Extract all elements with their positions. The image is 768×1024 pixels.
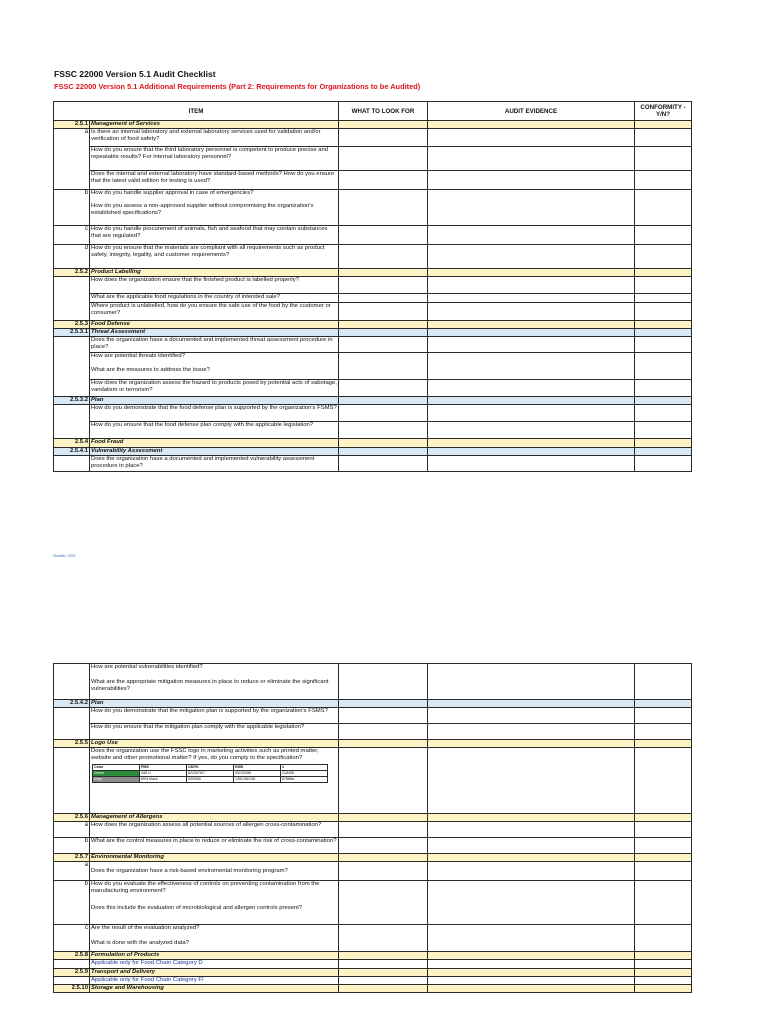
question-line: How are potential vulnerabilities identified? [91, 664, 203, 670]
evidence-cell[interactable] [428, 171, 635, 190]
cmyk-value: 82/25/76/7 [187, 771, 234, 777]
question-text: How does the organization assess the hazard to products posed by potential acts of sabotage, vandalism or terrorism? [90, 380, 339, 397]
section-row [54, 984, 692, 992]
evidence-cell[interactable] [428, 455, 635, 471]
look-for-cell[interactable] [339, 862, 428, 881]
question-text [90, 925, 339, 952]
header-audit-evidence: AUDIT EVIDENCE [428, 102, 635, 121]
table-row [54, 664, 692, 700]
document-subtitle: FSSC 22000 Version 5.1 Additional Requirements (Part 2: Requirements for Organizations to be Audited) [54, 82, 421, 91]
color-grey: Grey [93, 777, 140, 783]
table-row [54, 226, 692, 245]
table-row [54, 337, 692, 353]
subsection-number: 2.5.4.2 [54, 700, 90, 708]
table-row [54, 838, 692, 854]
conformity-cell[interactable] [635, 226, 692, 245]
question-text: What are the applicable food regulations in the country of intended sale? [90, 294, 339, 303]
question-text: Does the organization have a risk-based enviromental monitoring program? [90, 862, 339, 881]
look-for-cell[interactable] [339, 129, 428, 147]
color-green: Green [93, 771, 140, 777]
look-for-cell[interactable] [339, 881, 428, 925]
evidence-cell[interactable] [428, 294, 635, 303]
evidence-cell[interactable] [428, 405, 635, 422]
look-for-cell[interactable] [339, 277, 428, 294]
look-for-cell[interactable] [339, 822, 428, 838]
document-title: FSSC 22000 Version 5.1 Audit Checklist [54, 69, 216, 79]
section-number: 2.5.9 [54, 968, 90, 976]
subsection-title: Threat Assessment [90, 329, 339, 337]
header-conformity: CONFORMITY - Y/N? [635, 102, 692, 121]
evidence-cell[interactable] [428, 303, 635, 321]
look-for-cell[interactable] [339, 190, 428, 226]
section-title: Food Fraud [90, 439, 339, 447]
section-title: Transport and Delivery [90, 968, 339, 976]
rgb-header: RGB [234, 765, 281, 771]
table-row [54, 724, 692, 740]
look-for-cell[interactable] [339, 748, 428, 814]
look-for-cell[interactable] [339, 664, 428, 700]
evidence-cell[interactable] [428, 337, 635, 353]
subsection-title: Vulnerability Assessment [90, 447, 339, 455]
look-for-cell[interactable] [339, 171, 428, 190]
evidence-cell[interactable] [428, 664, 635, 700]
item-letter: c [54, 226, 90, 245]
table-row [54, 129, 692, 147]
conformity-cell[interactable] [635, 925, 692, 952]
conformity-cell[interactable] [635, 277, 692, 294]
look-for-cell[interactable] [339, 960, 428, 968]
conformity-cell[interactable] [635, 960, 692, 968]
look-for-cell[interactable] [339, 303, 428, 321]
cmyk-header: CMYK [187, 765, 234, 771]
evidence-cell[interactable] [428, 708, 635, 724]
look-for-cell[interactable] [339, 380, 428, 397]
table-row [54, 422, 692, 439]
question-text: Does the organization have a documented and implemented threat assessment procedure in place? [90, 337, 339, 353]
question-line: How do you evaluate the effectiveness of controls on preventing contamination from the manufacturing environment? [91, 881, 320, 895]
table-row [54, 708, 692, 724]
look-for-cell[interactable] [339, 708, 428, 724]
look-for-cell[interactable] [339, 353, 428, 380]
subsection-number: 2.5.3.1 [54, 329, 90, 337]
hex-value: 218455 [281, 771, 328, 777]
evidence-cell[interactable] [428, 277, 635, 294]
conformity-cell[interactable] [635, 337, 692, 353]
evidence-cell[interactable] [428, 380, 635, 397]
question-text: How do you ensure that the mitigation plan comply with the applicable legislation? [90, 724, 339, 740]
evidence-cell[interactable] [428, 881, 635, 925]
section-number: 2.5.5 [54, 740, 90, 748]
subsection-number: 2.5.4.1 [54, 447, 90, 455]
question-text: Does the organization have a documented and implemented vulnerability assessment procedure in place? [90, 455, 339, 471]
evidence-cell[interactable] [428, 226, 635, 245]
evidence-cell[interactable] [428, 822, 635, 838]
item-letter: b [54, 190, 90, 226]
table-row [54, 190, 692, 226]
section-row [54, 321, 692, 329]
item-letter: a [54, 862, 90, 881]
look-for-cell[interactable] [339, 724, 428, 740]
subsection-row [54, 700, 692, 708]
checklist-table-page-2 [53, 663, 692, 993]
section-number: 2.5.6 [54, 814, 90, 822]
hex-header: # [281, 765, 328, 771]
look-for-cell[interactable] [339, 147, 428, 171]
look-for-cell[interactable] [339, 976, 428, 984]
question-line: What are the measures to address the issue? [91, 367, 210, 374]
table-row [54, 862, 692, 881]
table-row [54, 748, 692, 814]
item-letter: a [54, 822, 90, 838]
question-line: How do you assess a non-approved supplier without compromising the organization's established specifications? [91, 203, 314, 217]
section-title: Food Defense [90, 321, 339, 329]
section-title: Environmental Monitoring [90, 854, 339, 862]
subsection-number: 2.5.3.2 [54, 397, 90, 405]
evidence-cell[interactable] [428, 976, 635, 984]
evidence-cell[interactable] [428, 422, 635, 439]
question-line: What is done with the analyzed data? [91, 940, 189, 947]
subsection-row [54, 329, 692, 337]
conformity-cell[interactable] [635, 881, 692, 925]
conformity-cell[interactable] [635, 129, 692, 147]
section-row [54, 439, 692, 447]
header-what-to-look-for: WHAT TO LOOK FOR [339, 102, 428, 121]
question-text: How do you ensure that the third laboratory personnel is competent to produce precise and repeatable results? For internal laboratory personnel? [90, 147, 339, 171]
conformity-cell[interactable] [635, 405, 692, 422]
look-for-cell[interactable] [339, 405, 428, 422]
look-for-cell[interactable] [339, 226, 428, 245]
pms-value: 348 U [140, 771, 187, 777]
section-title: Product Labelling [90, 269, 339, 277]
pms-value: 60% black [140, 777, 187, 783]
evidence-cell[interactable] [428, 129, 635, 147]
conformity-cell[interactable] [635, 147, 692, 171]
evidence-cell[interactable] [428, 862, 635, 881]
header-item: ITEM [54, 102, 339, 121]
evidence-cell[interactable] [428, 925, 635, 952]
table-row [54, 455, 692, 471]
question-line: Does the organization use the FSSC logo in marketing activities such as printed matter, website and other promotional matter? If yes, do you comply to the specification? [91, 748, 319, 762]
item-letter: d [54, 245, 90, 269]
section-number: 2.5.10 [54, 984, 90, 992]
look-for-cell[interactable] [339, 455, 428, 471]
table-row [54, 881, 692, 925]
item-letter: c [54, 925, 90, 952]
table-row [54, 277, 692, 294]
section-number: 2.5.3 [54, 321, 90, 329]
question-text: What are the control measures in place to reduce or eliminate the risk of cross-contamination? [90, 838, 339, 854]
table-row [54, 822, 692, 838]
question-text [90, 748, 339, 814]
section-title: Management of Allergens [90, 814, 339, 822]
look-for-cell[interactable] [339, 422, 428, 439]
conformity-cell[interactable] [635, 245, 692, 269]
conformity-cell[interactable] [635, 303, 692, 321]
question-line: Are the result of the evaluation analyzed? [91, 925, 200, 932]
conformity-cell[interactable] [635, 353, 692, 380]
table-row [54, 171, 692, 190]
applicability-note: Applicable only for Food Chain Category FI [90, 976, 339, 984]
question-text: How do you demonstrate that the food defense plan is supported by the organization's FSMS? [90, 405, 339, 422]
question-line: How are potential threats identified? [91, 353, 185, 360]
conformity-cell[interactable] [635, 171, 692, 190]
section-row [54, 968, 692, 976]
look-for-cell[interactable] [339, 925, 428, 952]
question-line: How do you handle supplier approval in case of emergencies? [91, 190, 254, 197]
section-row [54, 952, 692, 960]
table-row [54, 147, 692, 171]
conformity-cell[interactable] [635, 380, 692, 397]
conformity-cell[interactable] [635, 190, 692, 226]
section-row [54, 121, 692, 129]
question-text: How do you ensure that the materials are compliant with all requirements such as product safety, integrity, legality, and customer requirements? [90, 245, 339, 269]
question-text: Does the internal and external laboratory have standard-based methods? How do you ensure that the latest valid edition for testing is used? [90, 171, 339, 190]
subsection-row [54, 397, 692, 405]
question-text: How does the organization ensure that the finished product is labelled properly? [90, 277, 339, 294]
question-text: Is there an internal laboratory and external laboratory services used for validation and/or verification of food safety? [90, 129, 339, 147]
conformity-cell[interactable] [635, 748, 692, 814]
question-line: Does this include the evaluation of microbiological and allergen controls present? [91, 904, 303, 911]
color-header: Color [93, 765, 140, 771]
evidence-cell[interactable] [428, 724, 635, 740]
evidence-cell[interactable] [428, 353, 635, 380]
cmyk-value: 0/0/0/60 [187, 777, 234, 783]
question-text: How do you handle procurement of animals, fish and seafood that may contain substances that are regulated? [90, 226, 339, 245]
section-row [54, 854, 692, 862]
table-row [54, 294, 692, 303]
conformity-cell[interactable] [635, 422, 692, 439]
table-row [54, 925, 692, 952]
section-number: 2.5.7 [54, 854, 90, 862]
table-row [54, 245, 692, 269]
pms-header: PMS [140, 765, 187, 771]
evidence-cell[interactable] [428, 147, 635, 171]
question-text [90, 190, 339, 226]
table-row [54, 353, 692, 380]
section-title: Formulation of Products [90, 952, 339, 960]
look-for-cell[interactable] [339, 294, 428, 303]
table-row [54, 303, 692, 321]
section-title: Storage and Warehousing [90, 984, 339, 992]
look-for-cell[interactable] [339, 245, 428, 269]
evidence-cell[interactable] [428, 838, 635, 854]
applicability-note: Applicable only for Food Chain Category D [90, 960, 339, 968]
question-text [90, 881, 339, 925]
question-text: How do you demonstrate that the mitigation plan is supported by the organization's FSMS? [90, 708, 339, 724]
section-number: 2.5.8 [54, 952, 90, 960]
rgb-value: 33/132/85 [234, 771, 281, 777]
subsection-title: Plan [90, 700, 339, 708]
section-title: Management of Services [90, 121, 339, 129]
page-footer: Modifier: 2021 [53, 554, 76, 558]
evidence-cell[interactable] [428, 190, 635, 226]
question-text: How does the organization assess all potential sources of allergen cross-contamination? [90, 822, 339, 838]
checklist-table-page-1 [53, 101, 692, 472]
subsection-row [54, 447, 692, 455]
question-text [90, 353, 339, 380]
conformity-cell[interactable] [635, 724, 692, 740]
conformity-cell[interactable] [635, 838, 692, 854]
conformity-cell[interactable] [635, 664, 692, 700]
section-number: 2.5.4 [54, 439, 90, 447]
item-letter: b [54, 881, 90, 925]
section-row [54, 740, 692, 748]
conformity-cell[interactable] [635, 455, 692, 471]
look-for-cell[interactable] [339, 838, 428, 854]
question-text: Where product is unlabelled, how do you ensure the safe use of the food by the customer or consumer? [90, 303, 339, 321]
evidence-cell[interactable] [428, 748, 635, 814]
logo-color-table [92, 764, 328, 783]
table-header-row [54, 102, 692, 121]
table-row [54, 380, 692, 397]
hex-value: 87888a [281, 777, 328, 783]
item-letter: b [54, 838, 90, 854]
evidence-cell[interactable] [428, 245, 635, 269]
section-row [54, 269, 692, 277]
question-line: What are the appropriate mitigation measures in place to reduce or eliminate the significant vulnerabilities? [91, 679, 329, 693]
conformity-cell[interactable] [635, 822, 692, 838]
section-title: Logo Use [90, 740, 339, 748]
section-number: 2.5.1 [54, 121, 90, 129]
question-text [90, 664, 339, 700]
evidence-cell[interactable] [428, 960, 635, 968]
question-text: How do you ensure that the food defense plan comply with the applicable legislation? [90, 422, 339, 439]
look-for-cell[interactable] [339, 337, 428, 353]
conformity-cell[interactable] [635, 862, 692, 881]
section-row [54, 814, 692, 822]
conformity-cell[interactable] [635, 976, 692, 984]
table-row [54, 405, 692, 422]
item-letter: a [54, 129, 90, 190]
rgb-value: 135/136/138 [234, 777, 281, 783]
conformity-cell[interactable] [635, 708, 692, 724]
table-row [54, 976, 692, 984]
conformity-cell[interactable] [635, 294, 692, 303]
section-number: 2.5.2 [54, 269, 90, 277]
table-row [54, 960, 692, 968]
subsection-title: Plan [90, 397, 339, 405]
